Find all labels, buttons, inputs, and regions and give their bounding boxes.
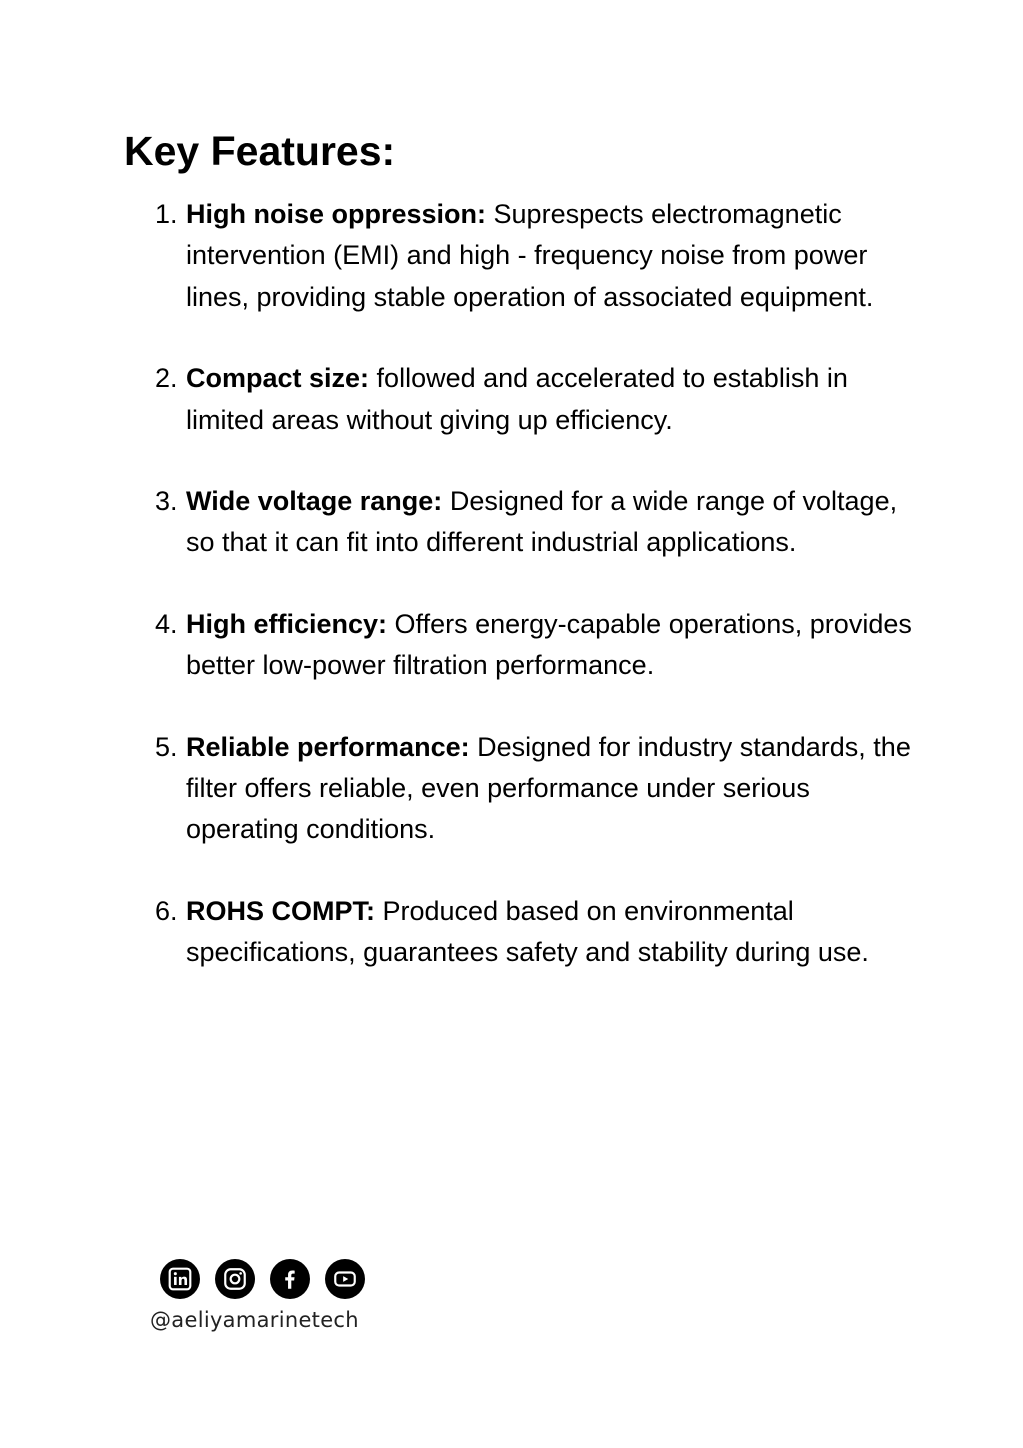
item-number: 4. [155, 608, 178, 639]
facebook-icon[interactable] [270, 1259, 310, 1299]
item-heading: High efficiency: [186, 608, 388, 639]
list-item [155, 604, 915, 687]
item-text: Suprespects electromagnetic intervention (EMI) and high - frequency noise from power lines, providing stable operation of associated equipment. [186, 199, 874, 312]
item-number: 2. [155, 363, 178, 394]
instagram-icon[interactable] [215, 1259, 255, 1299]
item-text: Offers energy-capable operations, provides better low-power filtration performance. [186, 608, 912, 681]
item-number: 3. [155, 486, 178, 517]
youtube-icon[interactable] [325, 1259, 365, 1299]
item-heading: High noise oppression: [186, 199, 487, 229]
item-heading: Compact size: [186, 363, 370, 394]
social-handle: @aeliyamarinetech [150, 1308, 359, 1332]
item-text: Designed for a wide range of voltage, so that it can fit into different industrial applications. [186, 486, 898, 558]
list-item [155, 481, 915, 564]
item-heading: ROHS COMPT: [186, 895, 375, 926]
item-heading: Reliable performance: [186, 731, 470, 762]
feature-list [155, 194, 915, 1014]
list-item [155, 358, 915, 441]
item-number: 5. [155, 731, 178, 762]
social-links [160, 1259, 365, 1299]
list-item [155, 727, 915, 851]
item-text: Designed for industry standards, the filter offers reliable, even performance under serious operating conditions. [186, 731, 911, 845]
item-number: 6. [155, 895, 178, 926]
item-text: followed and accelerated to establish in limited areas without giving up efficiency. [186, 363, 848, 435]
item-number: 1. [155, 199, 178, 229]
page-title: Key Features: [124, 128, 396, 174]
list-item [155, 891, 915, 974]
item-text: Produced based on environmental specifications, guarantees safety and stability during use. [186, 895, 869, 968]
linkedin-icon[interactable] [160, 1259, 200, 1299]
item-heading: Wide voltage range: [186, 486, 443, 517]
list-item [155, 194, 915, 318]
